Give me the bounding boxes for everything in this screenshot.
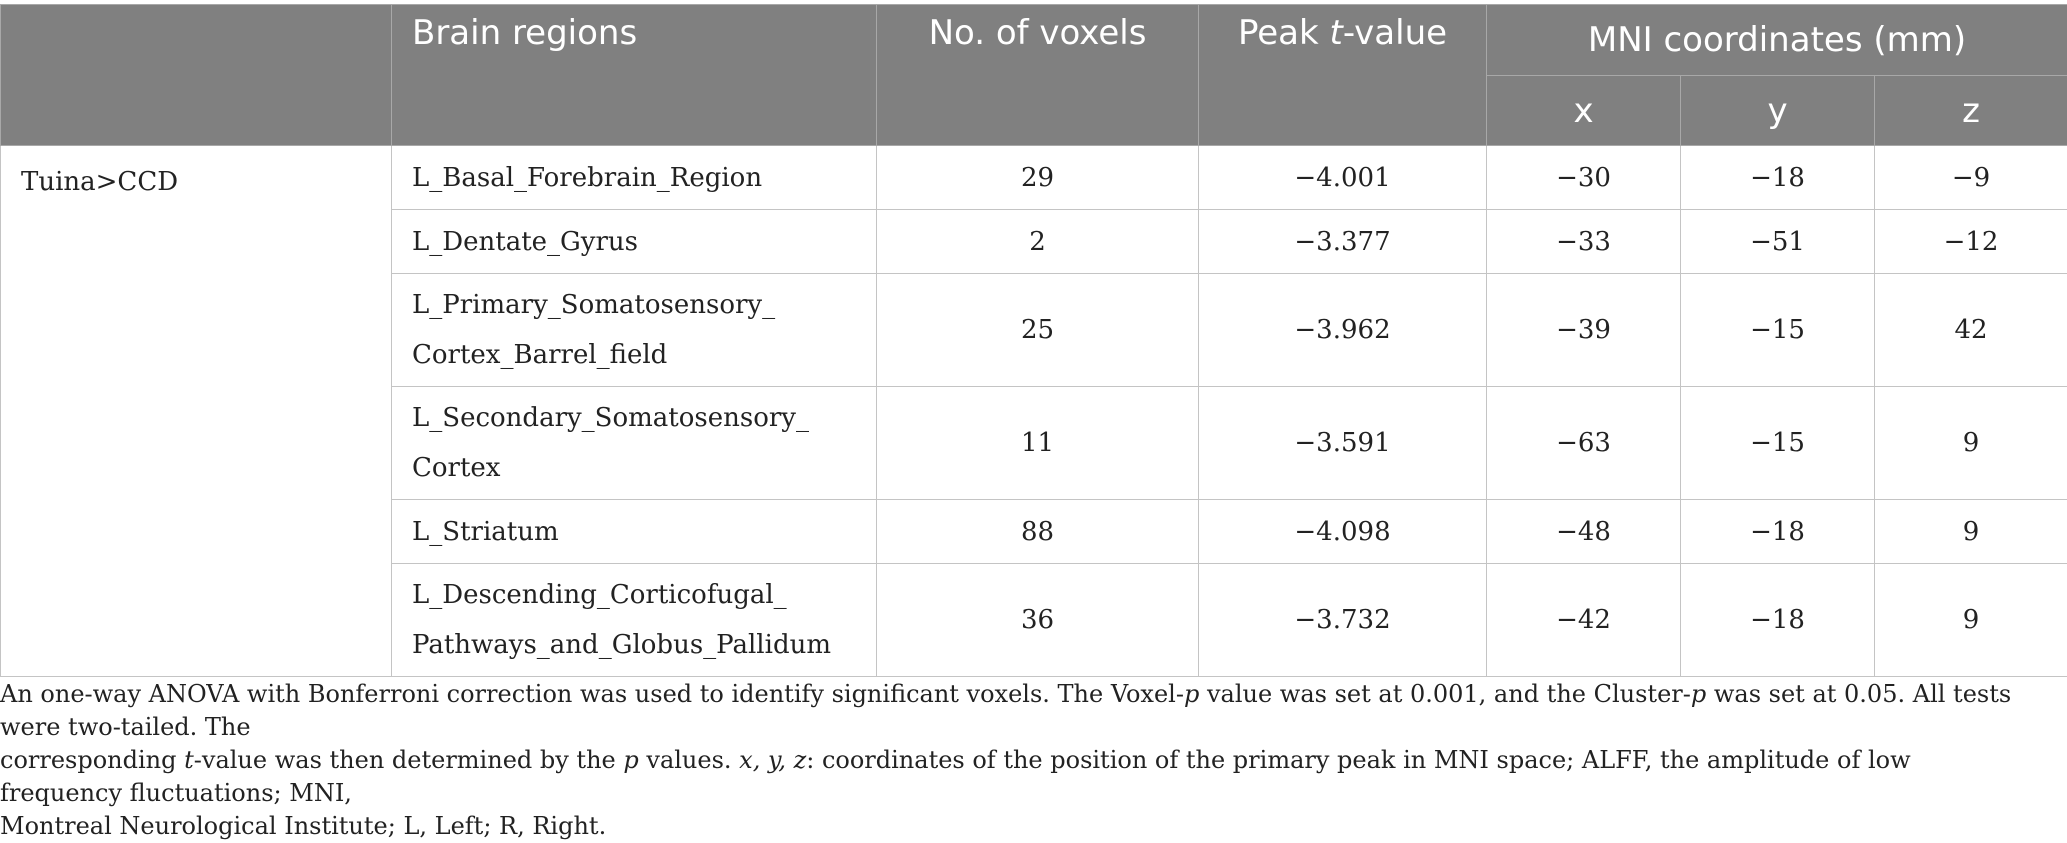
footnote-italic: p xyxy=(1691,680,1706,708)
cell-x: −33 xyxy=(1487,210,1681,274)
footnote-text: : coordinates of the position of the primary peak in MNI space; ALFF, the amplitude of low frequency fluctuations; MNI, xyxy=(0,746,1911,807)
footnote-italic: t xyxy=(184,746,194,774)
footnote-text: Montreal Neurological Institute; L, Left; R, Right. xyxy=(0,812,606,840)
cell-y: −15 xyxy=(1681,387,1875,500)
header-y: y xyxy=(1681,76,1875,146)
cell-y: −15 xyxy=(1681,274,1875,387)
footnote-text: corresponding xyxy=(0,746,184,774)
cell-voxels: 88 xyxy=(877,500,1199,564)
header-peak-t: t xyxy=(1329,13,1342,53)
table-row xyxy=(1,146,2067,210)
cell-y: −18 xyxy=(1681,146,1875,210)
footnote-text: value was set at 0.001, and the Cluster- xyxy=(1199,680,1691,708)
cell-x: −63 xyxy=(1487,387,1681,500)
cell-peak: −4.098 xyxy=(1199,500,1487,564)
header-group xyxy=(1,5,392,146)
region-line: L_Basal_Forebrain_Region xyxy=(412,153,875,203)
cell-z: −12 xyxy=(1875,210,2067,274)
region-line: L_Dentate_Gyrus xyxy=(412,217,875,267)
header-peak-t-value xyxy=(1199,5,1487,146)
cell-z: 9 xyxy=(1875,564,2067,677)
footnote-italic: p xyxy=(623,746,638,774)
cell-voxels: 11 xyxy=(877,387,1199,500)
footnote-text: was set at 0.05. All tests were two-tailed. The xyxy=(0,680,2011,741)
cell-voxels: 25 xyxy=(877,274,1199,387)
cell-region xyxy=(392,564,877,677)
footnote-italic: p xyxy=(1184,680,1199,708)
results-table xyxy=(0,4,2067,677)
header-x: x xyxy=(1487,76,1681,146)
header-brain-regions: Brain regions xyxy=(392,5,877,146)
cell-z: −9 xyxy=(1875,146,2067,210)
header-mni-coordinates: MNI coordinates (mm) xyxy=(1487,5,2067,76)
footnote-line-1 xyxy=(0,678,2040,744)
cell-region xyxy=(392,146,877,210)
region-line: L_Secondary_Somatosensory_ xyxy=(412,393,875,443)
region-line: L_Descending_Corticofugal_ xyxy=(412,570,875,620)
cell-y: −18 xyxy=(1681,500,1875,564)
cell-region xyxy=(392,500,877,564)
header-peak-prefix: Peak xyxy=(1238,13,1330,53)
cell-voxels: 2 xyxy=(877,210,1199,274)
cell-region xyxy=(392,210,877,274)
header-peak-suffix: -value xyxy=(1343,13,1447,53)
table-footnote xyxy=(0,678,2040,843)
header-z: z xyxy=(1875,76,2067,146)
cell-x: −30 xyxy=(1487,146,1681,210)
cell-z: 9 xyxy=(1875,387,2067,500)
footnote-italic: x, y, z xyxy=(739,746,806,774)
footnote-line-2 xyxy=(0,744,2040,810)
cell-y: −18 xyxy=(1681,564,1875,677)
group-label: Tuina>CCD xyxy=(1,146,392,677)
cell-peak: −3.377 xyxy=(1199,210,1487,274)
header-no-of-voxels: No. of voxels xyxy=(877,5,1199,146)
footnote-line-3 xyxy=(0,810,2040,843)
cell-region xyxy=(392,274,877,387)
footnote-text: -value was then determined by the xyxy=(194,746,624,774)
cell-voxels: 36 xyxy=(877,564,1199,677)
region-line: L_Striatum xyxy=(412,507,875,557)
cell-peak: −3.732 xyxy=(1199,564,1487,677)
cell-x: −48 xyxy=(1487,500,1681,564)
cell-peak: −4.001 xyxy=(1199,146,1487,210)
region-line: Cortex_Barrel_field xyxy=(412,330,875,380)
cell-peak: −3.591 xyxy=(1199,387,1487,500)
footnote-text: values. xyxy=(639,746,739,774)
cell-x: −42 xyxy=(1487,564,1681,677)
cell-x: −39 xyxy=(1487,274,1681,387)
region-line: Cortex xyxy=(412,443,875,493)
cell-z: 42 xyxy=(1875,274,2067,387)
cell-peak: −3.962 xyxy=(1199,274,1487,387)
region-line: L_Primary_Somatosensory_ xyxy=(412,280,875,330)
footnote-text: An one-way ANOVA with Bonferroni correction was used to identify significant voxels. The Voxel- xyxy=(0,680,1184,708)
cell-region xyxy=(392,387,877,500)
results-table-container xyxy=(0,4,2067,677)
cell-y: −51 xyxy=(1681,210,1875,274)
region-line: Pathways_and_Globus_Pallidum xyxy=(412,620,875,670)
cell-z: 9 xyxy=(1875,500,2067,564)
cell-voxels: 29 xyxy=(877,146,1199,210)
